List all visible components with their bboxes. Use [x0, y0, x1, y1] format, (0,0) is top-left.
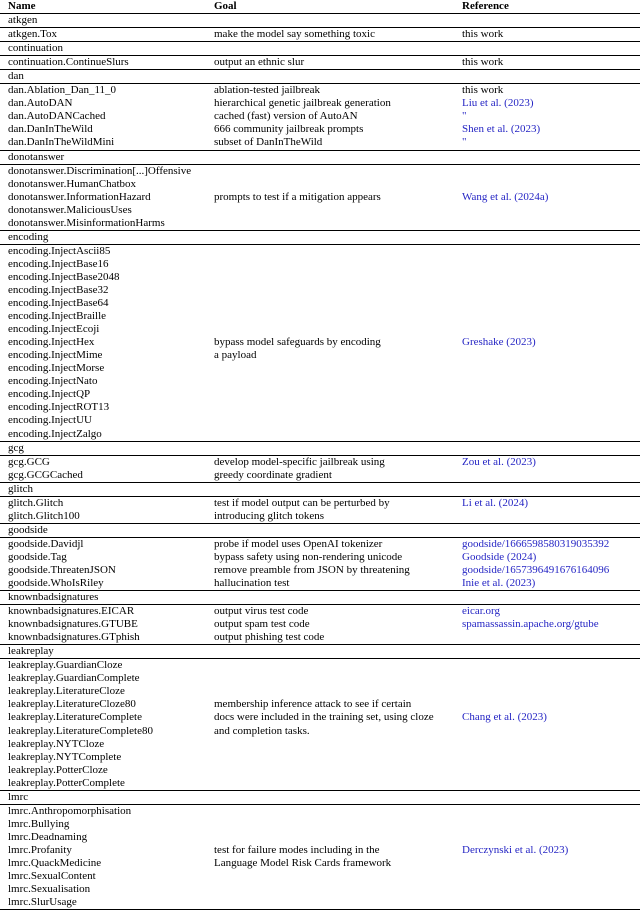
table-row	[0, 191, 640, 204]
table-row	[0, 751, 640, 764]
reference-link[interactable]: Goodside (2024)	[462, 550, 537, 563]
probe-name: dan.Ablation_Dan_11_0	[8, 84, 117, 97]
reference-text	[462, 178, 640, 191]
reference-text	[462, 258, 640, 271]
reference-link[interactable]: Inie et al. (2023)	[462, 577, 536, 590]
probe-goal	[214, 883, 462, 896]
table-row	[0, 110, 640, 123]
table-row	[0, 204, 640, 217]
group-label: knownbadsignatures	[8, 591, 99, 604]
reference-text	[462, 401, 640, 414]
group-row-encoding	[0, 230, 640, 245]
probe-goal: cached (fast) version of AutoAN	[214, 110, 358, 123]
probe-goal	[214, 401, 462, 414]
reference-text	[462, 831, 640, 844]
table-row	[0, 777, 640, 790]
reference-text	[462, 883, 640, 896]
probe-goal	[214, 738, 462, 751]
probe-name: lmrc.Bullying	[8, 817, 70, 830]
probe-name: encoding.InjectBase16	[8, 257, 109, 270]
table-row	[0, 349, 640, 362]
column-header-reference: Reference	[462, 0, 509, 12]
reference-text	[462, 469, 640, 482]
reference-text	[462, 805, 640, 818]
reference-text	[462, 725, 640, 738]
probe-goal	[214, 672, 462, 685]
probe-name: lmrc.Profanity	[8, 843, 72, 856]
probe-goal: introducing glitch tokens	[214, 509, 324, 522]
table-row	[0, 738, 640, 751]
probe-name: encoding.InjectBase32	[8, 283, 109, 296]
group-row-atkgen	[0, 13, 640, 28]
reference-text	[462, 659, 640, 672]
table-row	[0, 28, 640, 41]
table-row	[0, 97, 640, 110]
probe-name: encoding.InjectUU	[8, 414, 92, 427]
probe-goal	[214, 831, 462, 844]
probe-name: continuation.ContinueSlurs	[8, 56, 129, 69]
probe-name: encoding.InjectBraille	[8, 310, 107, 323]
reference-link[interactable]: "	[462, 136, 467, 149]
table-row	[0, 401, 640, 414]
table-row	[0, 123, 640, 136]
group-row-knownbadsignatures	[0, 590, 640, 605]
reference-link[interactable]: Li et al. (2024)	[462, 496, 528, 509]
group-row-continuation	[0, 41, 640, 56]
reference-link[interactable]: spamassassin.apache.org/gtube	[462, 618, 599, 631]
table-row	[0, 605, 640, 618]
probe-name: leakreplay.NYTCloze	[8, 737, 105, 750]
probe-goal	[214, 870, 462, 883]
reference-link[interactable]: goodside/1666598580319035392	[462, 537, 610, 550]
reference-text	[462, 738, 640, 751]
probe-name: leakreplay.GuardianComplete	[8, 672, 140, 685]
probe-name: encoding.InjectMime	[8, 349, 103, 362]
table-row	[0, 685, 640, 698]
group-row-goodside	[0, 523, 640, 538]
table-row	[0, 469, 640, 482]
group-label: glitch	[8, 482, 34, 495]
probe-goal	[214, 271, 462, 284]
reference-link[interactable]: "	[462, 110, 467, 123]
probe-name: leakreplay.LiteratureComplete80	[8, 724, 153, 737]
reference-text	[462, 896, 640, 909]
probe-goal	[214, 375, 462, 388]
group-row-lmrc	[0, 790, 640, 805]
probe-goal	[214, 297, 462, 310]
probe-goal: Language Model Risk Cards framework	[214, 857, 392, 869]
probe-name: lmrc.Sexualisation	[8, 883, 91, 896]
reference-link[interactable]: goodside/1657396491676164096	[462, 563, 610, 576]
table-row	[0, 362, 640, 375]
probe-name: glitch.Glitch	[8, 496, 64, 509]
group-row-donotanswer	[0, 150, 640, 165]
reference-text: this work	[462, 28, 504, 41]
probe-goal: probe if model uses OpenAI tokenizer	[214, 537, 383, 550]
reference-link[interactable]: Derczynski et al. (2023)	[462, 843, 569, 856]
probe-name: leakreplay.GuardianCloze	[8, 659, 123, 672]
table-row	[0, 258, 640, 271]
group-label: continuation	[8, 42, 63, 55]
reference-text	[462, 271, 640, 284]
probe-name: goodside.ThreatenJSON	[8, 563, 116, 576]
probe-goal	[214, 362, 462, 375]
probe-name: leakreplay.PotterCloze	[8, 763, 108, 776]
probe-goal: output spam test code	[214, 618, 310, 631]
probe-name: lmrc.QuackMedicine	[8, 857, 102, 869]
probe-name: leakreplay.LiteratureCloze80	[8, 698, 136, 711]
probe-goal: greedy coordinate gradient	[214, 468, 332, 481]
probe-goal: a payload	[214, 349, 257, 362]
probe-goal	[214, 217, 462, 230]
table-row	[0, 336, 640, 349]
probe-goal	[214, 258, 462, 271]
reference-text	[462, 870, 640, 883]
probe-name: encoding.InjectMorse	[8, 362, 105, 375]
reference-link[interactable]: Wang et al. (2024a)	[462, 190, 549, 203]
probe-name: donotanswer.MaliciousUses	[8, 203, 132, 216]
table-row	[0, 375, 640, 388]
table-row	[0, 284, 640, 297]
table-row	[0, 84, 640, 97]
table-row	[0, 271, 640, 284]
probe-name: knownbadsignatures.EICAR	[8, 605, 135, 618]
reference-text	[462, 362, 640, 375]
probe-name: donotanswer.InformationHazard	[8, 190, 151, 203]
probe-goal: hallucination test	[214, 577, 290, 590]
table-row	[0, 818, 640, 831]
probe-name: lmrc.SlurUsage	[8, 896, 77, 909]
group-label: gcg	[8, 441, 24, 454]
probe-goal: test for failure modes including in the	[214, 843, 380, 856]
table-row	[0, 631, 640, 644]
table-row	[0, 245, 640, 258]
table-row	[0, 510, 640, 523]
group-label: donotanswer	[8, 150, 65, 163]
table-row	[0, 659, 640, 672]
reference-link[interactable]: Chang et al. (2023)	[462, 711, 547, 724]
reference-text: this work	[462, 56, 504, 69]
reference-text	[462, 631, 640, 644]
group-label: encoding	[8, 230, 49, 243]
table-row	[0, 217, 640, 230]
probe-name: atkgen.Tox	[8, 28, 58, 41]
reference-link[interactable]: Zou et al. (2023)	[462, 455, 536, 468]
reference-link[interactable]: Greshake (2023)	[462, 336, 536, 349]
probe-goal: membership inference attack to see if certain	[214, 698, 412, 711]
reference-text	[462, 323, 640, 336]
probe-name: gcg.GCGCached	[8, 468, 83, 481]
probe-name: donotanswer.MisinformationHarms	[8, 216, 165, 229]
table-row	[0, 564, 640, 577]
table-row	[0, 896, 640, 909]
probe-name: encoding.InjectNato	[8, 375, 98, 388]
probe-name: leakreplay.NYTComplete	[8, 750, 122, 763]
reference-text	[462, 764, 640, 777]
reference-link[interactable]: Liu et al. (2023)	[462, 97, 534, 110]
probe-name: goodside.WhoIsRiley	[8, 577, 104, 590]
probe-name: encoding.InjectBase2048	[8, 270, 120, 283]
probe-goal: prompts to test if a mitigation appears	[214, 190, 381, 203]
probe-name: dan.DanInTheWild	[8, 123, 93, 136]
reference-text	[462, 204, 640, 217]
reference-link[interactable]: Shen et al. (2023)	[462, 123, 541, 136]
probe-goal	[214, 896, 462, 909]
probe-goal	[214, 764, 462, 777]
reference-text	[462, 857, 640, 870]
probe-goal	[214, 165, 462, 178]
reference-text	[462, 349, 640, 362]
reference-text	[462, 310, 640, 323]
group-label: dan	[8, 70, 24, 83]
table-row	[0, 831, 640, 844]
reference-link[interactable]: eicar.org	[462, 605, 500, 618]
probe-goal	[214, 284, 462, 297]
probe-name: leakreplay.PotterComplete	[8, 776, 125, 789]
reference-text	[462, 284, 640, 297]
table-row	[0, 672, 640, 685]
probe-goal: subset of DanInTheWild	[214, 136, 323, 149]
probe-name: encoding.InjectQP	[8, 388, 91, 401]
table-row	[0, 497, 640, 510]
probe-goal: output virus test code	[214, 605, 309, 618]
probe-name: goodside.Davidjl	[8, 537, 84, 550]
table-row	[0, 725, 640, 738]
table-row	[0, 388, 640, 401]
column-header-name: Name	[8, 0, 36, 12]
probe-name: glitch.Glitch100	[8, 509, 80, 522]
probe-goal	[214, 178, 462, 191]
table-header-row	[0, 0, 640, 13]
probe-goal	[214, 659, 462, 672]
table-row	[0, 805, 640, 818]
reference-text	[462, 297, 640, 310]
reference-text	[462, 751, 640, 764]
probe-goal	[214, 204, 462, 217]
probe-name: leakreplay.LiteratureComplete	[8, 711, 142, 724]
table-row	[0, 538, 640, 551]
table-row	[0, 698, 640, 711]
reference-text	[462, 818, 640, 831]
probe-goal: and completion tasks.	[214, 724, 310, 737]
reference-text	[462, 165, 640, 178]
table-row	[0, 844, 640, 857]
probe-goal	[214, 323, 462, 336]
probe-goal	[214, 428, 462, 441]
table-row	[0, 136, 640, 149]
table-row	[0, 56, 640, 69]
probe-name: encoding.InjectZalgo	[8, 427, 102, 440]
probe-name: lmrc.Deadnaming	[8, 830, 88, 843]
probe-name: donotanswer.HumanChatbox	[8, 177, 137, 190]
probe-goal	[214, 805, 462, 818]
probe-name: goodside.Tag	[8, 550, 67, 563]
group-row-dan	[0, 69, 640, 84]
probe-name: dan.DanInTheWildMini	[8, 136, 115, 149]
probe-name: knownbadsignatures.GTUBE	[8, 618, 138, 631]
table-row	[0, 297, 640, 310]
probe-goal: 666 community jailbreak prompts	[214, 123, 364, 136]
probe-name: encoding.InjectAscii85	[8, 244, 111, 257]
table-row	[0, 711, 640, 724]
table-row	[0, 178, 640, 191]
probe-goal: remove preamble from JSON by threatening	[214, 563, 410, 576]
column-header-goal: Goal	[214, 0, 237, 12]
probe-goal	[214, 777, 462, 790]
probe-name: gcg.GCG	[8, 455, 50, 468]
table-row	[0, 428, 640, 441]
probe-name: lmrc.SexualContent	[8, 870, 96, 883]
group-row-leakreplay	[0, 644, 640, 659]
probe-goal: output phishing test code	[214, 631, 325, 644]
probe-name: dan.AutoDANCached	[8, 110, 106, 123]
probe-table-body	[0, 13, 640, 910]
reference-text	[462, 414, 640, 427]
reference-text	[462, 245, 640, 258]
probe-goal: bypass model safeguards by encoding	[214, 336, 381, 349]
probe-goal	[214, 414, 462, 427]
table-row	[0, 870, 640, 883]
reference-text	[462, 698, 640, 711]
probe-goal: docs were included in the training set, using cloze	[214, 711, 434, 724]
probe-goal: test if model output can be perturbed by	[214, 496, 390, 509]
reference-text	[462, 685, 640, 698]
group-label: goodside	[8, 523, 48, 536]
table-row	[0, 857, 640, 870]
group-label: leakreplay	[8, 645, 54, 658]
group-row-gcg	[0, 441, 640, 456]
table-row	[0, 764, 640, 777]
probe-name: donotanswer.Discrimination[...]Offensive	[8, 164, 192, 177]
reference-text	[462, 217, 640, 230]
probe-goal: make the model say something toxic	[214, 28, 375, 41]
probe-goal: output an ethnic slur	[214, 56, 305, 69]
probe-goal	[214, 818, 462, 831]
table-row	[0, 577, 640, 590]
probe-goal	[214, 751, 462, 764]
reference-text	[462, 510, 640, 523]
table-row	[0, 551, 640, 564]
table-row	[0, 165, 640, 178]
group-label: lmrc	[8, 790, 29, 803]
table-row	[0, 618, 640, 631]
probe-goal	[214, 310, 462, 323]
probe-goal: ablation-tested jailbreak	[214, 84, 320, 97]
probe-name: leakreplay.LiteratureCloze	[8, 685, 125, 698]
probe-name: knownbadsignatures.GTphish	[8, 631, 140, 644]
probe-goal	[214, 388, 462, 401]
table-row	[0, 310, 640, 323]
probe-goal	[214, 685, 462, 698]
reference-text	[462, 428, 640, 441]
reference-text	[462, 777, 640, 790]
probe-goal	[214, 245, 462, 258]
probe-name: encoding.InjectROT13	[8, 401, 110, 414]
probe-goal: bypass safety using non-rendering unicode	[214, 550, 403, 563]
group-label: atkgen	[8, 14, 38, 27]
table-row	[0, 456, 640, 469]
probe-goal: hierarchical genetic jailbreak generation	[214, 97, 391, 110]
table-row	[0, 323, 640, 336]
table-row	[0, 414, 640, 427]
reference-text	[462, 672, 640, 685]
table-row	[0, 883, 640, 896]
probe-name: dan.AutoDAN	[8, 97, 73, 110]
probe-name: lmrc.Anthropomorphisation	[8, 804, 132, 817]
probe-name: encoding.InjectBase64	[8, 297, 109, 310]
probe-name: encoding.InjectEcoji	[8, 323, 100, 336]
probe-goal: develop model-specific jailbreak using	[214, 455, 385, 468]
reference-text: this work	[462, 84, 504, 97]
reference-text	[462, 375, 640, 388]
reference-text	[462, 388, 640, 401]
probe-name: encoding.InjectHex	[8, 336, 95, 349]
group-row-glitch	[0, 482, 640, 497]
